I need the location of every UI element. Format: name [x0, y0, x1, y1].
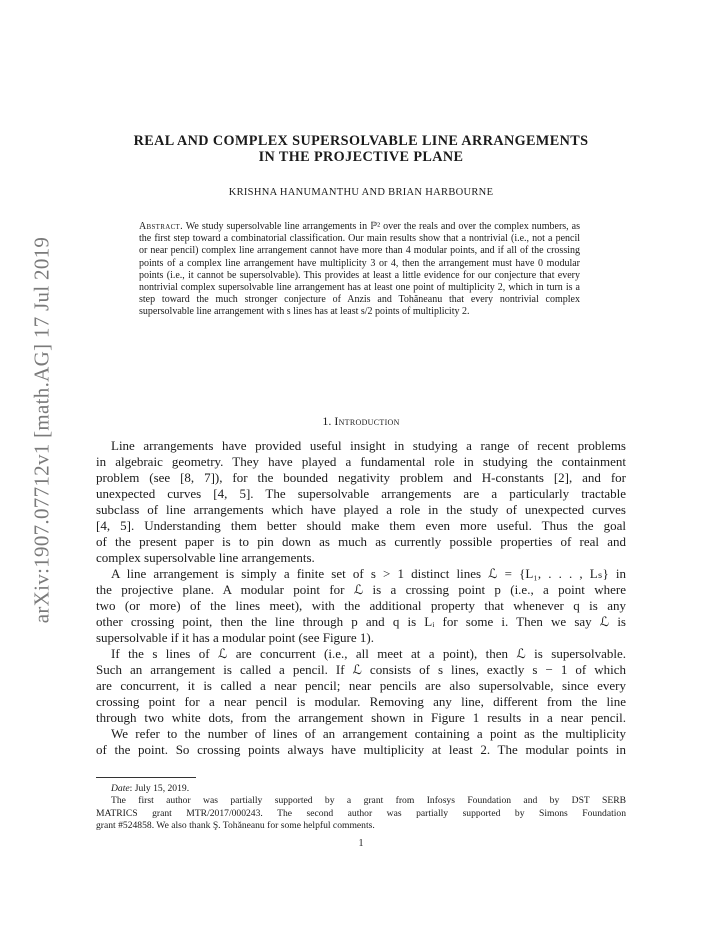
text-line: complex supersolvable line arrangements.	[96, 550, 315, 565]
footnotes	[96, 783, 626, 832]
text-line: Line arrangements have provided useful insight in studying a range of recent problems	[111, 438, 626, 453]
paper-title	[96, 133, 626, 165]
paragraph-3	[96, 646, 626, 726]
text-line: of the point. So crossing points always have multiplicity at least 2. The modular points in	[96, 742, 626, 757]
paper-title-line-1: REAL AND COMPLEX SUPERSOLVABLE LINE ARRANGEMENTS	[133, 133, 589, 149]
text-line: supersolvable if it has a modular point (see Figure 1).	[96, 630, 374, 645]
text-line: are concurrent, it is called a near pencil; near pencils are also supersolvable, since every	[96, 678, 626, 693]
abstract-text: We study supersolvable line arrangements in ℙ² over the reals and over the complex numbers, as the first step toward a combinatorial classification. Our main results show that a nontrivial (i.e., not a pencil or near pencil) complex line arrangement cannot have more than 4 modular points, and if all of the crossing points of a complex line arrangement have multiplicity 3 or 4, then the arrangement must have 0 modular points (i.e., it cannot be supersolvable). This provides at least a little evidence for our conjecture that every nontrivial complex supersolvable line arrangement has at least one point of multiplicity 2, which in turn is a step toward the much stronger conjecture of Anzis and Tohăneanu that every nontrivial complex supersolvable line arrangement with s lines has at least s/2 points of multiplicity 2.	[139, 221, 580, 318]
paragraph-4	[96, 726, 626, 758]
footnote-divider	[96, 777, 196, 778]
footnote-line: grant #524858. We also thank Ş. Tohăneanu for some helpful comments.	[96, 819, 375, 831]
footnote-date	[96, 783, 626, 795]
footnote-date-value: : July 15, 2019.	[129, 783, 190, 794]
text-line: A line arrangement is simply a finite set of s > 1 distinct lines ℒ = {L₁, . . . , Lₛ} in	[111, 566, 626, 581]
text-line: in algebraic geometry. They have played a fundamental role in studying the containment	[96, 454, 626, 469]
paper-authors: KRISHNA HANUMANTHU AND BRIAN HARBOURNE	[228, 187, 494, 198]
abstract	[139, 221, 580, 319]
abstract-label: Abstract.	[139, 221, 183, 232]
text-line: other crossing point, then the line through p and q is Lᵢ for some i. Then we say ℒ is	[96, 614, 626, 629]
text-line: We refer to the number of lines of an arrangement containing a point as the multiplicity	[111, 726, 626, 741]
arxiv-identifier-text: arXiv:1907.07712v1 [math.AG] 17 Jul 2019	[29, 236, 54, 624]
section-number: 1.	[322, 414, 332, 428]
section-title: Introduction	[334, 414, 400, 428]
arxiv-identifier-stamp	[22, 215, 62, 645]
footnote-line: MATRICS grant MTR/2017/000243. The second author was partially supported by Simons Foundation	[96, 807, 626, 819]
text-line: of the present paper is to pin down as much as currently possible properties of real and	[96, 534, 626, 549]
footnote-line: The first author was partially supported by a grant from Infosys Foundation and by DST SERB	[111, 795, 626, 807]
text-line: subclass of line arrangements which have played a role in the study of unexpected curves	[96, 502, 626, 517]
paper-title-line-2: IN THE PROJECTIVE PLANE	[258, 149, 464, 165]
text-line: Such an arrangement is called a pencil. If ℒ consists of s lines, exactly s − 1 of which	[96, 662, 626, 677]
section-heading	[96, 414, 626, 429]
paragraph-1	[96, 438, 626, 566]
text-line: through two white dots, from the arrangement shown in Figure 1 results in a near pencil.	[96, 710, 626, 725]
text-line: [4, 5]. Understanding them better should make them even more useful. Thus the goal	[96, 518, 626, 533]
text-line: problem (see [8, 7]), for the bounded negativity problem and H-constants [2], and for	[96, 470, 626, 485]
text-line: unexpected curves [4, 5]. The supersolvable arrangements are a particularly tractable	[96, 486, 626, 501]
footnote-date-label: Date	[111, 783, 130, 794]
text-line: crossing point for a near pencil is modular. Removing any line, different from the line	[96, 694, 626, 709]
text-line: two (or more) of the lines meet), with the additional property that whenever q is any	[96, 598, 626, 613]
page-number: 1	[358, 838, 364, 849]
body-text	[96, 438, 626, 758]
text-line: the projective plane. A modular point for ℒ is a crossing point p (i.e., a point where	[96, 582, 626, 597]
text-line: If the s lines of ℒ are concurrent (i.e., all meet at a point), then ℒ is supersolvable.	[111, 646, 626, 661]
paragraph-2	[96, 566, 626, 646]
